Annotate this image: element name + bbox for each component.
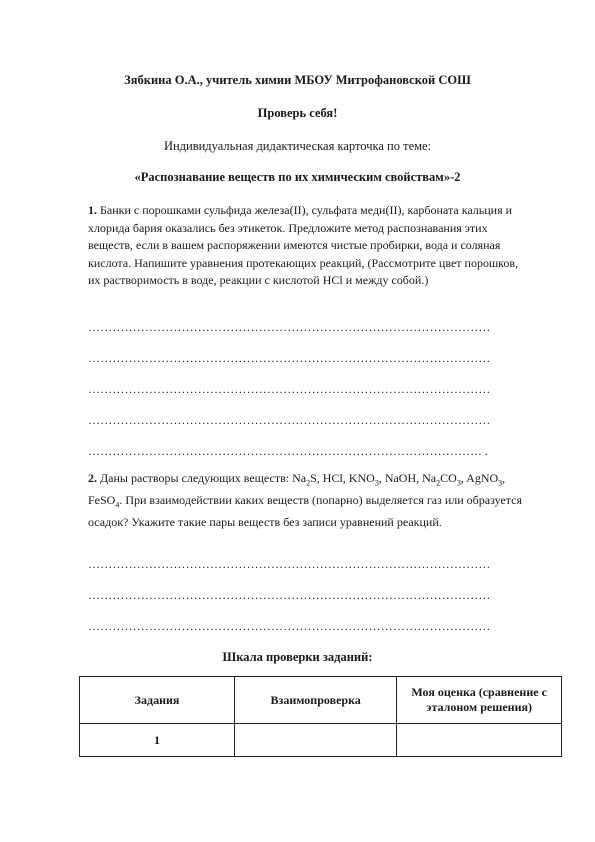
task2-text-block	[88, 470, 528, 532]
row-my-grade-cell[interactable]	[397, 724, 562, 757]
task1-answer-line[interactable]: ………………………………………………………………………………………	[88, 320, 491, 334]
task1-answer-line[interactable]: ……………………………………………………………………………………. .	[88, 444, 488, 458]
task1-answer-line[interactable]: ………………………………………………………………………………………	[88, 413, 491, 427]
task1-answer-line[interactable]: ………………………………………………………………………………………	[88, 382, 491, 396]
row-task-number: 1	[80, 724, 235, 757]
task2-text: При взаимодействии каких веществ (попарно) выделяется газ или образуется осадок? Укажите такие пары веществ без записи уравнений реакций.	[88, 492, 522, 529]
score-table	[79, 676, 562, 757]
header-peer-review: Взаимопроверка	[235, 677, 397, 724]
scale-title: Шкала проверки заданий:	[222, 650, 373, 664]
task2-answer-line[interactable]: ………………………………………………………………………………………	[88, 588, 491, 602]
header-my-grade: Моя оценка (сравнение с эталоном решения)	[397, 677, 562, 724]
task2-intro: Даны растворы следующих веществ:	[100, 471, 290, 485]
topic-title: «Распознавание веществ по их химическим свойствам»-2	[134, 170, 461, 184]
task2-answer-line[interactable]: ………………………………………………………………………………………	[88, 619, 491, 633]
score-table-header-row	[80, 677, 562, 724]
task2-number: 2.	[88, 471, 97, 485]
check-title: Проверь себя!	[257, 106, 338, 120]
task1-text: Банки с порошками сульфида железа(II), сульфата меди(II), карбоната кальция и хлорида бария оказались без этикеток. Предложите метод распознавания этих веществ, если в вашем распоряжении имеются чистые пробирки, вода и соляная кислота. Напишите уравнения протекающих реакций, (Рассмотрите цвет порошков, их растворимость в воде, реакции с кислотой HCl и между собой.)	[88, 203, 519, 288]
header-tasks: Задания	[80, 677, 235, 724]
task1-number: 1.	[88, 203, 97, 217]
table-row	[80, 724, 562, 757]
task1-answer-line[interactable]: ………………………………………………………………………………………	[88, 351, 491, 365]
author-line: Зябкина О.А., учитель химии МБОУ Митрофановской СОШ	[124, 73, 471, 87]
task1-text-block	[88, 202, 528, 290]
row-peer-review-cell[interactable]	[235, 724, 397, 757]
card-title: Индивидуальная дидактическая карточка по теме:	[163, 139, 432, 153]
substance-list: $Na_2S$, HCl, $KNO_3$, NaOH, $Na_2CO_3$, AgNO$_3$, FeSO$_4$.	[88, 471, 506, 510]
task2-answer-line[interactable]: ………………………………………………………………………………………	[88, 557, 491, 571]
